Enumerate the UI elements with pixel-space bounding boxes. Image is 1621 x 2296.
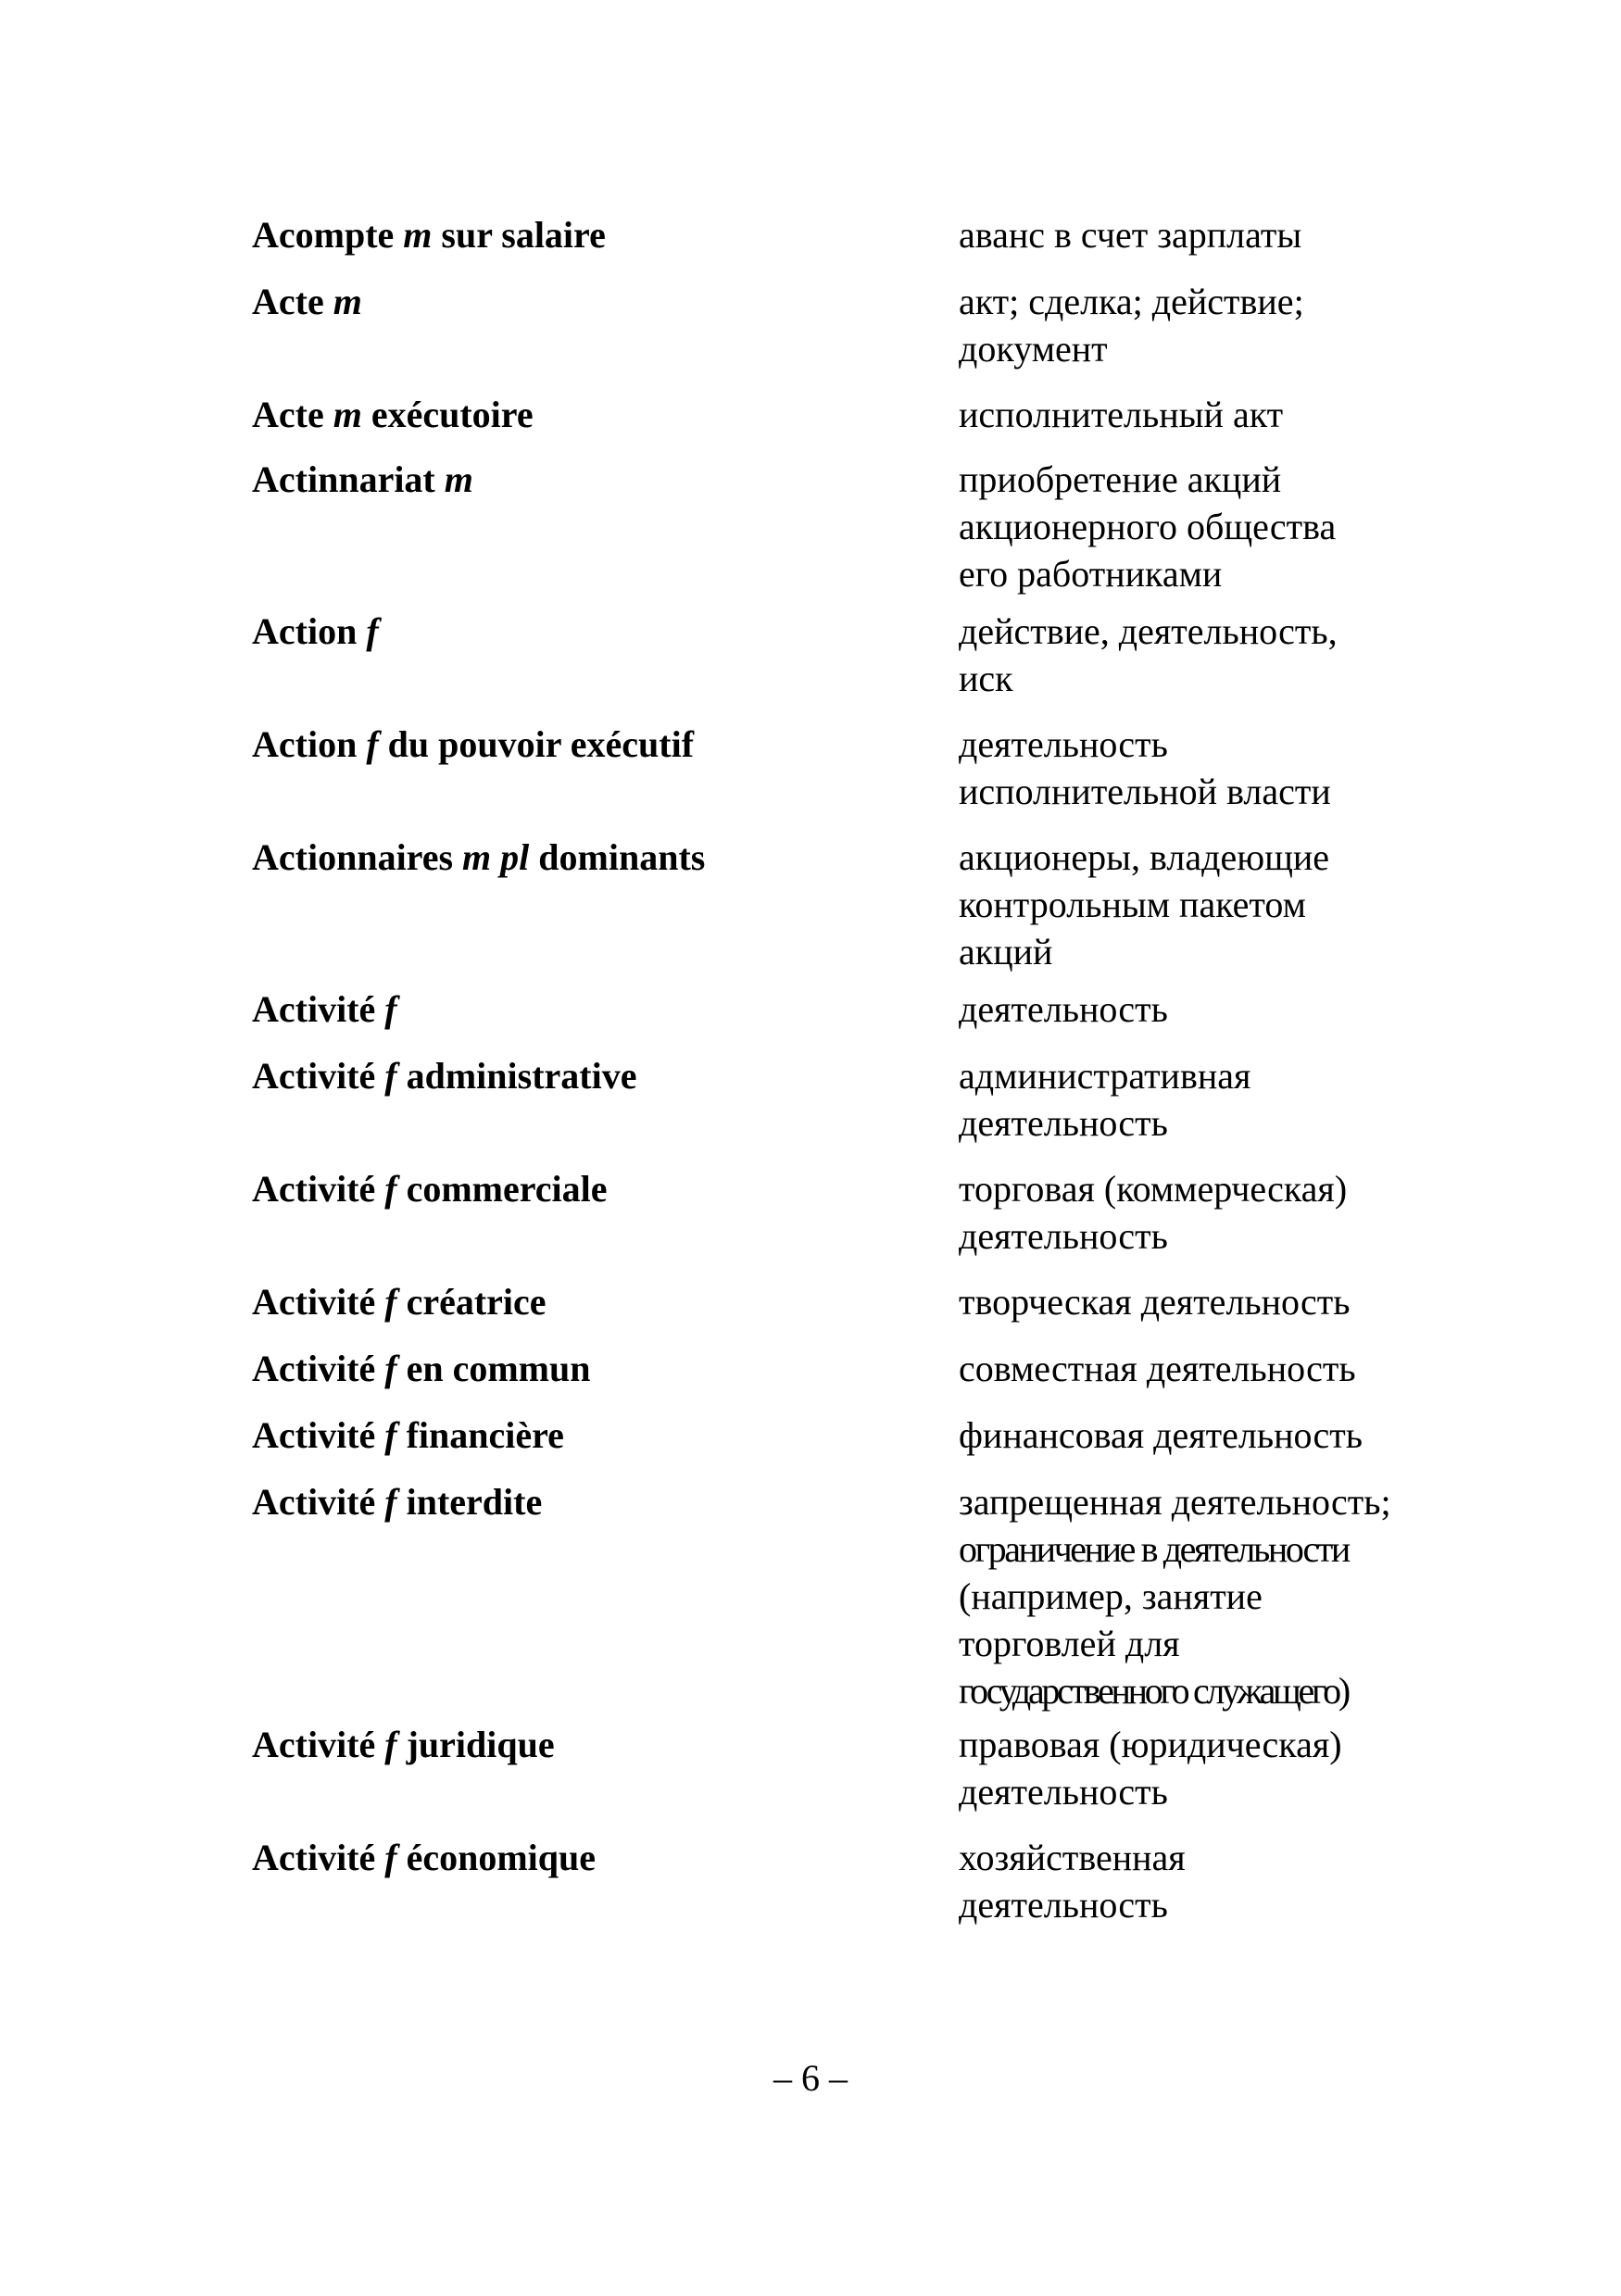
entry-definition: [959, 1411, 1514, 1459]
entry-term: [252, 834, 937, 881]
entry-term: [252, 985, 937, 1033]
page-number: – 6 –: [773, 2057, 848, 2099]
definition-line: иск: [959, 658, 1013, 699]
entry-term: [252, 456, 937, 503]
term-grammar-label: m: [333, 394, 362, 435]
definition-line: совместная деятельность: [959, 1348, 1356, 1389]
term-grammar-label: m: [444, 458, 473, 500]
definition-line: запрещенная деятельность;: [959, 1481, 1391, 1523]
term-text: administrative: [396, 1055, 637, 1097]
entry-term: [252, 1052, 937, 1099]
term-text: Activité: [252, 1724, 385, 1765]
entry-definition: [959, 1478, 1514, 1714]
term-grammar-label: m: [333, 281, 362, 322]
definition-line: творческая деятельность: [959, 1281, 1351, 1323]
entry-term: [252, 278, 937, 325]
term-text: Acte: [252, 281, 333, 322]
term-grammar-label: f: [366, 610, 379, 652]
definition-line: торговлей для: [959, 1623, 1180, 1664]
term-text: dominants: [529, 836, 706, 878]
term-grammar-label: f: [384, 1724, 397, 1765]
term-text: commerciale: [396, 1168, 608, 1210]
entry-definition: [959, 1721, 1514, 1815]
term-grammar-label: f: [384, 1055, 397, 1097]
definition-line: акционеры, владеющие: [959, 836, 1330, 878]
entry-term: [252, 1278, 937, 1325]
entry-definition: [959, 391, 1514, 438]
term-text: Acte: [252, 394, 333, 435]
term-text: interdite: [396, 1481, 543, 1523]
entry-term: [252, 391, 937, 438]
entry-term: [252, 1411, 937, 1459]
term-text: Activité: [252, 1168, 385, 1210]
definition-line: аванс в счет зарплаты: [959, 214, 1302, 256]
term-text: exécutoire: [361, 394, 534, 435]
term-text: Acompte: [252, 214, 404, 256]
entry-definition: [959, 985, 1514, 1033]
definition-line: приобретение акций: [959, 458, 1282, 500]
definition-line: деятельность: [959, 988, 1168, 1030]
definition-line: исполнительный акт: [959, 394, 1284, 435]
term-text: en commun: [396, 1348, 591, 1389]
definition-line: исполнительной власти: [959, 771, 1331, 812]
term-text: Activité: [252, 1281, 385, 1323]
entry-definition: [959, 1165, 1514, 1260]
definition-line: акций: [959, 931, 1053, 972]
term-grammar-label: f: [384, 1481, 397, 1523]
entry-definition: [959, 278, 1514, 372]
term-text: Activité: [252, 1481, 385, 1523]
entry-term: [252, 1478, 937, 1525]
definition-line: деятельность: [959, 723, 1168, 765]
entry-definition: [959, 1052, 1514, 1147]
definition-line: деятельность: [959, 1771, 1168, 1813]
term-grammar-label: f: [384, 988, 397, 1030]
entry-term: [252, 1165, 937, 1212]
entry-definition: [959, 834, 1514, 975]
entry-definition: [959, 721, 1514, 815]
term-grammar-label: f: [384, 1281, 397, 1323]
term-text: économique: [396, 1837, 597, 1878]
term-text: Activité: [252, 988, 385, 1030]
term-grammar-label: f: [384, 1414, 397, 1456]
definition-line: ограничение в деятельности: [959, 1528, 1349, 1570]
term-text: Activité: [252, 1055, 385, 1097]
term-text: financière: [396, 1414, 564, 1456]
definition-line: торговая (коммерческая): [959, 1168, 1348, 1210]
term-text: Action: [252, 610, 367, 652]
definition-line: акт; сделка; действие;: [959, 281, 1304, 322]
entry-term: [252, 608, 937, 655]
definition-line: деятельность: [959, 1102, 1168, 1144]
term-text: Activité: [252, 1414, 385, 1456]
entry-term: [252, 1721, 937, 1768]
entry-definition: [959, 211, 1514, 258]
definition-line: (например, занятие: [959, 1575, 1263, 1617]
entry-term: [252, 1834, 937, 1881]
definition-line: хозяйственная: [959, 1837, 1186, 1878]
term-grammar-label: m pl: [462, 836, 530, 878]
term-grammar-label: f: [384, 1348, 397, 1389]
definition-line: административная: [959, 1055, 1251, 1097]
term-text: Actinnariat: [252, 458, 445, 500]
definition-line: государственного служащего): [959, 1670, 1348, 1712]
entry-term: [252, 211, 937, 258]
entry-definition: [959, 1278, 1514, 1325]
definition-line: его работниками: [959, 553, 1223, 595]
term-text: Actionnaires: [252, 836, 463, 878]
term-grammar-label: m: [403, 214, 433, 256]
entry-definition: [959, 608, 1514, 702]
definition-line: действие, деятельность,: [959, 610, 1338, 652]
term-grammar-label: f: [384, 1168, 397, 1210]
term-grammar-label: f: [384, 1837, 397, 1878]
term-text: créatrice: [396, 1281, 547, 1323]
term-text: Action: [252, 723, 367, 765]
entry-term: [252, 1345, 937, 1392]
definition-line: акционерного общества: [959, 506, 1337, 547]
term-grammar-label: f: [366, 723, 379, 765]
term-text: juridique: [396, 1724, 555, 1765]
definition-line: финансовая деятельность: [959, 1414, 1363, 1456]
entry-definition: [959, 1834, 1514, 1928]
definition-line: правовая (юридическая): [959, 1724, 1342, 1765]
entry-term: [252, 721, 937, 768]
entry-definition: [959, 1345, 1514, 1392]
definition-line: деятельность: [959, 1215, 1168, 1257]
term-text: Activité: [252, 1348, 385, 1389]
entry-definition: [959, 456, 1514, 597]
definition-line: контрольным пакетом: [959, 884, 1306, 925]
term-text: du pouvoir exécutif: [378, 723, 695, 765]
definition-line: документ: [959, 328, 1108, 370]
term-text: Activité: [252, 1837, 385, 1878]
term-text: sur salaire: [432, 214, 606, 256]
definition-line: деятельность: [959, 1884, 1168, 1926]
